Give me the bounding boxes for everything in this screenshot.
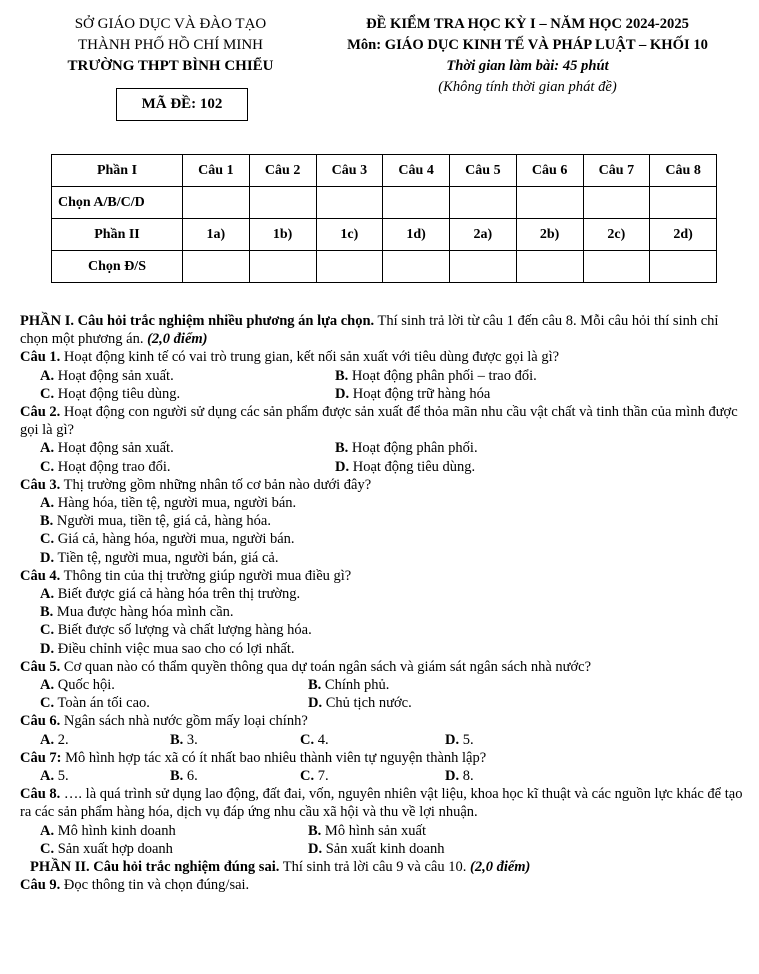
option-d[interactable]: D. Điều chỉnh việc mua sao cho có lợi nhất. <box>40 640 295 657</box>
table-cell: Câu 3 <box>316 155 383 187</box>
option-d[interactable]: D. Sản xuất kinh doanh <box>308 840 445 857</box>
option-a[interactable]: A. 2. <box>40 731 69 748</box>
option-a[interactable]: A. Hoạt động sản xuất. <box>40 367 174 384</box>
question-text: Thị trường gồm những nhân tố cơ bản nào dưới đây? <box>60 476 372 493</box>
department-line-2: THÀNH PHỐ HỒ CHÍ MINH <box>78 37 263 53</box>
question-label: Câu 2. <box>20 404 61 421</box>
question-label: Câu 7: <box>20 749 62 766</box>
question-text: Cơ quan nào có thẩm quyền thông qua dự toán ngân sách và giám sát ngân sách nhà nước? <box>60 658 592 675</box>
part2-heading <box>20 858 745 876</box>
time-line: Thời gian làm bài: 45 phút <box>446 58 609 74</box>
question-text: Thông tin của thị trường giúp người mua điều gì? <box>60 567 352 584</box>
table-cell: 2b) <box>516 219 583 251</box>
question-text: Ngân sách nhà nước gồm mấy loại chính? <box>60 713 308 730</box>
option-d[interactable]: D. 5. <box>445 731 474 748</box>
exam-body <box>20 312 745 895</box>
question-text: Hoạt động kinh tế có vai trò trung gian, kết nối sản xuất với tiêu dùng được gọi là gì? <box>60 349 560 366</box>
answer-cell[interactable] <box>249 187 316 219</box>
option-c[interactable]: C. Hoạt động tiêu dùng. <box>40 385 181 402</box>
question-4 <box>20 567 745 585</box>
answer-cell[interactable] <box>316 187 383 219</box>
answer-cell[interactable] <box>650 251 717 283</box>
option-a[interactable]: A. Biết được giá cả hàng hóa trên thị trường. <box>40 586 301 603</box>
options-row <box>20 822 745 840</box>
table-cell: Câu 7 <box>583 155 650 187</box>
part2-points: (2,0 điểm) <box>469 859 531 876</box>
table-cell: Chọn Đ/S <box>52 251 183 283</box>
options-row <box>20 840 745 858</box>
table-cell: Câu 8 <box>650 155 717 187</box>
school-name: TRƯỜNG THPT BÌNH CHIỂU <box>67 58 274 74</box>
option-c[interactable]: C. Hoạt động trao đổi. <box>40 458 171 475</box>
answer-cell[interactable] <box>383 251 450 283</box>
options-row <box>20 439 745 457</box>
question-9 <box>20 876 745 894</box>
option-d[interactable]: D. Chủ tịch nước. <box>308 695 412 712</box>
answer-cell[interactable] <box>516 187 583 219</box>
option-b[interactable]: B. Mua được hàng hóa mình cần. <box>40 604 234 621</box>
answer-cell[interactable] <box>450 187 517 219</box>
part1-title: PHẦN I. Câu hỏi trắc nghiệm nhiều phương án lựa chọn. <box>20 313 375 329</box>
table-cell: 2d) <box>650 219 717 251</box>
header-right <box>300 14 755 98</box>
question-3 <box>20 476 745 494</box>
table-row <box>52 251 717 283</box>
time-note: (Không tính thời gian phát đề) <box>438 79 617 95</box>
options-row <box>20 731 745 749</box>
question-label: Câu 4. <box>20 567 61 584</box>
table-cell: Câu 5 <box>450 155 517 187</box>
question-label: Câu 9. <box>20 877 61 894</box>
answer-table <box>51 154 717 283</box>
question-7 <box>20 749 745 767</box>
exam-code-box: MÃ ĐỀ: 102 <box>116 88 248 121</box>
question-label: Câu 1. <box>20 349 61 366</box>
table-cell: Phần I <box>52 155 183 187</box>
table-cell: 2a) <box>450 219 517 251</box>
answer-cell[interactable] <box>183 187 250 219</box>
table-cell: Chọn A/B/C/D <box>52 187 183 219</box>
part2-title: PHẦN II. Câu hỏi trắc nghiệm đúng sai. <box>30 859 280 876</box>
option-b[interactable]: B. 6. <box>170 768 198 785</box>
option-d[interactable]: D. Hoạt động tiêu dùng. <box>335 458 476 475</box>
answer-cell[interactable] <box>516 251 583 283</box>
question-label: Câu 3. <box>20 476 61 493</box>
options-row <box>20 676 745 694</box>
subject-line: Môn: GIÁO DỤC KINH TẾ VÀ PHÁP LUẬT – KHỐI 10 <box>347 37 708 53</box>
options-row <box>20 767 745 785</box>
table-row <box>52 155 717 187</box>
option-b[interactable]: B. Hoạt động phân phối. <box>335 440 478 457</box>
table-cell: Câu 4 <box>383 155 450 187</box>
answer-cell[interactable] <box>316 251 383 283</box>
options-row <box>20 694 745 712</box>
option-b[interactable]: B. Mô hình sản xuất <box>308 822 427 839</box>
option-d[interactable]: D. Tiền tệ, người mua, người bán, giá cả. <box>40 549 279 566</box>
question-label: Câu 6. <box>20 713 61 730</box>
option-c[interactable]: C. Toàn án tối cao. <box>40 695 150 712</box>
answer-cell[interactable] <box>383 187 450 219</box>
question-text: Hoạt động con người sử dụng các sản phẩm được sản xuất để thỏa mãn nhu cầu vật chất và tinh thần của mình được gọi là gì? <box>20 404 738 439</box>
table-cell: 1c) <box>316 219 383 251</box>
question-2 <box>20 403 745 439</box>
answer-cell[interactable] <box>650 187 717 219</box>
option-a[interactable]: A. Hoạt động sản xuất. <box>40 440 174 457</box>
question-6 <box>20 712 745 730</box>
answer-cell[interactable] <box>249 251 316 283</box>
options-row <box>20 385 745 403</box>
option-b[interactable]: B. 3. <box>170 731 198 748</box>
header-left <box>38 14 303 77</box>
option-d[interactable]: D. Hoạt động trữ hàng hóa <box>335 385 491 402</box>
option-c[interactable]: C. Biết được số lượng và chất lượng hàng hóa. <box>40 622 312 639</box>
answer-cell[interactable] <box>450 251 517 283</box>
option-b[interactable]: B. Người mua, tiền tệ, giá cả, hàng hóa. <box>40 513 271 530</box>
option-c[interactable]: C. 7. <box>300 768 329 785</box>
table-cell: 1d) <box>383 219 450 251</box>
part1-instructions: Thí sinh trả lời từ câu 1 đến câu 8. Mỗi câu hỏi thí sinh chỉ chọn một phương án. <box>20 313 719 348</box>
question-5 <box>20 658 745 676</box>
option-b[interactable]: B. Hoạt động phân phối – trao đổi. <box>335 367 537 384</box>
question-text: …. là quá trình sử dụng lao động, đất đai, vốn, nguyên nhiên vật liệu, khoa học kĩ thuật và các nguồn lực khác để tạo ra các sản phẩm hàng hóa, dịch vụ đáp ứng nhu cầu xã hội và thu về lợi nhuận. <box>20 786 743 821</box>
question-label: Câu 8. <box>20 786 61 803</box>
option-a[interactable]: A. Quốc hội. <box>40 677 115 694</box>
table-row <box>52 219 717 251</box>
question-1 <box>20 348 745 366</box>
table-cell: 2c) <box>583 219 650 251</box>
option-c[interactable]: C. Giá cả, hàng hóa, người mua, người bán. <box>40 531 295 548</box>
question-8 <box>20 785 745 821</box>
question-text: Mô hình hợp tác xã có ít nhất bao nhiêu thành viên tự nguyện thành lập? <box>61 749 487 766</box>
option-a[interactable]: A. 5. <box>40 768 69 785</box>
table-cell: Phần II <box>52 219 183 251</box>
option-a[interactable]: A. Mô hình kinh doanh <box>40 822 176 839</box>
table-cell: 1a) <box>183 219 250 251</box>
department-line-1: SỞ GIÁO DỤC VÀ ĐÀO TẠO <box>74 16 267 32</box>
table-row <box>52 187 717 219</box>
table-cell: Câu 6 <box>516 155 583 187</box>
answer-cell[interactable] <box>183 251 250 283</box>
question-text: Đọc thông tin và chọn đúng/sai. <box>60 877 250 894</box>
option-c[interactable]: C. Sản xuất hợp doanh <box>40 840 173 857</box>
answer-cell[interactable] <box>583 187 650 219</box>
option-b[interactable]: B. Chính phủ. <box>308 677 390 694</box>
table-cell: Câu 2 <box>249 155 316 187</box>
part1-points: (2,0 điểm) <box>147 331 208 348</box>
part1-heading <box>20 312 745 348</box>
part2-instructions: Thí sinh trả lời câu 9 và câu 10. <box>279 859 470 876</box>
options-row <box>20 367 745 385</box>
answer-cell[interactable] <box>583 251 650 283</box>
option-a[interactable]: A. Hàng hóa, tiền tệ, người mua, người bán. <box>40 495 297 512</box>
option-d[interactable]: D. 8. <box>445 768 474 785</box>
options-row <box>20 458 745 476</box>
question-label: Câu 5. <box>20 658 61 675</box>
table-cell: Câu 1 <box>183 155 250 187</box>
exam-title: ĐỀ KIỂM TRA HỌC KỲ I – NĂM HỌC 2024-2025 <box>366 16 689 32</box>
table-cell: 1b) <box>249 219 316 251</box>
option-c[interactable]: C. 4. <box>300 731 329 748</box>
